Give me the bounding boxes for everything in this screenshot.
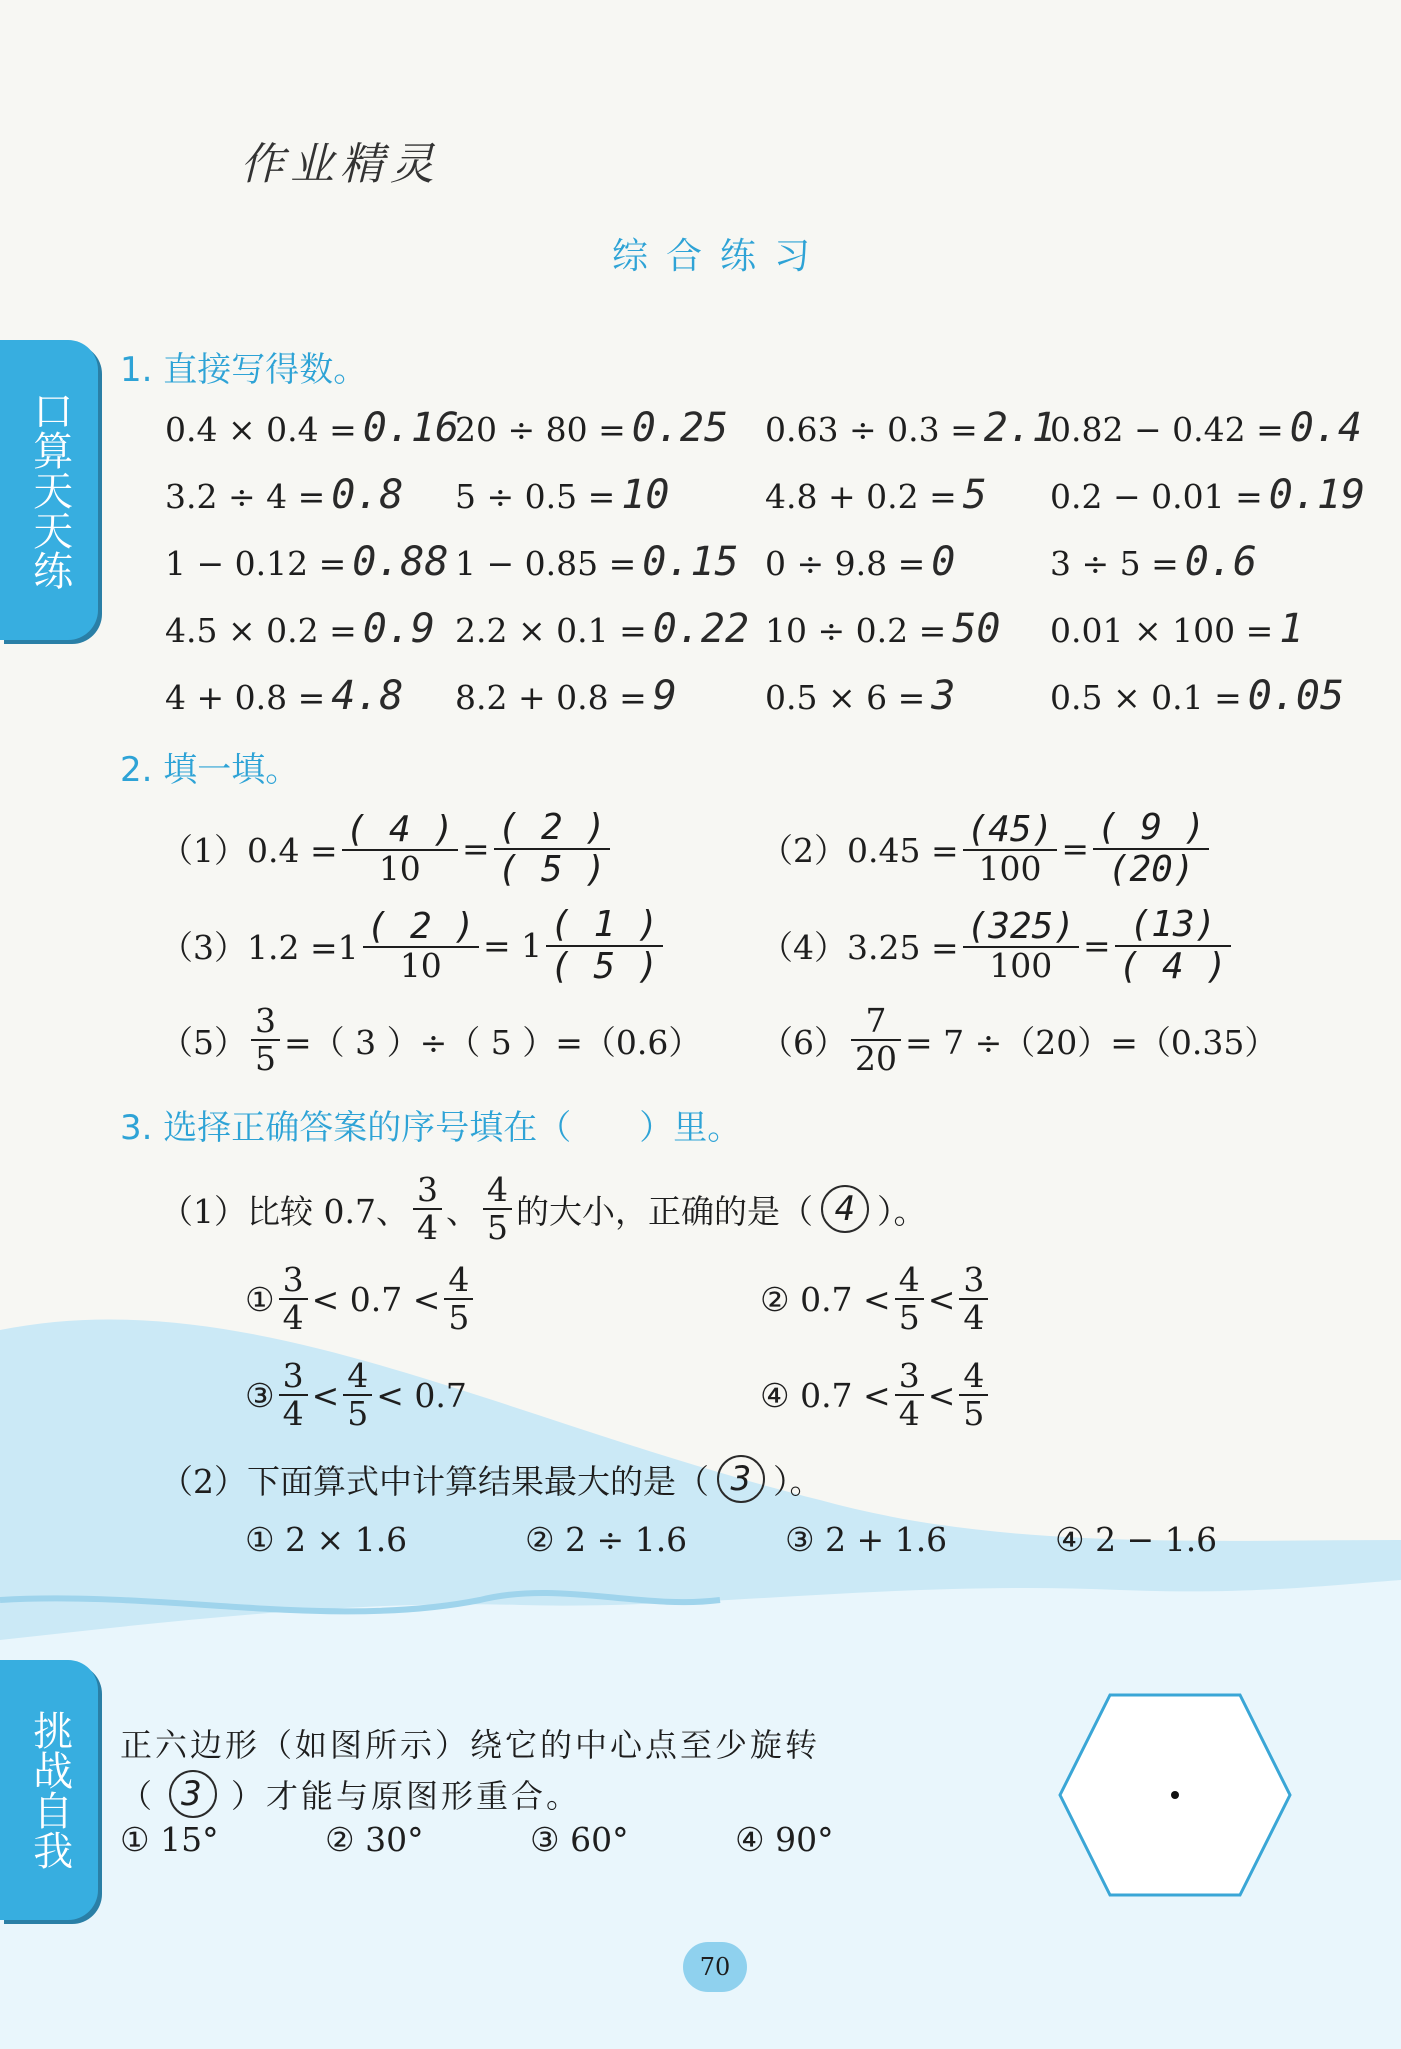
fraction xyxy=(546,905,662,986)
fraction xyxy=(895,1358,924,1433)
equals-sign: = xyxy=(1083,926,1111,966)
fraction-denominator: 10 xyxy=(399,946,442,986)
question-2-stem: （2）下面算式中计算结果最大的是（ xyxy=(160,1461,709,1501)
fill-item-4 xyxy=(760,905,1235,986)
calc-expression: 1 − 0.85 = xyxy=(455,544,637,583)
calc-expression: 20 ÷ 80 = xyxy=(455,410,626,449)
fraction-denominator: 10 xyxy=(378,849,421,889)
fraction xyxy=(1115,905,1231,986)
fraction-denominator: 5 xyxy=(448,1298,470,1338)
fill-item-6 xyxy=(760,1003,1277,1078)
option-marker: ① xyxy=(245,1279,275,1319)
comparison: < 0.7 < xyxy=(311,1279,441,1319)
fraction-denominator: 4 xyxy=(963,1298,985,1338)
fraction xyxy=(343,1358,372,1433)
fraction-numerator: ( 9 ) xyxy=(1096,807,1206,848)
calc-answer: 10 xyxy=(621,472,670,518)
side-tab-daily-label: 口算天天练 xyxy=(26,390,73,590)
option-marker: ④ 0.7 < xyxy=(760,1375,891,1415)
calc-item xyxy=(765,405,1056,451)
calc-item xyxy=(165,606,435,652)
fraction-denominator: 5 xyxy=(347,1394,369,1434)
fraction-numerator: 4 xyxy=(898,1260,920,1299)
calc-item xyxy=(1050,539,1257,585)
fill-item-2 xyxy=(760,808,1213,889)
calc-expression: 4.5 × 0.2 = xyxy=(165,611,357,650)
calc-answer: 9 xyxy=(652,673,677,719)
side-tab-challenge-label: 挑战自我 xyxy=(26,1710,73,1870)
separator: 、 xyxy=(445,1191,479,1231)
calc-item xyxy=(455,673,677,719)
fraction-numerator: (325) xyxy=(966,905,1075,947)
fraction-denominator: 5 xyxy=(898,1298,920,1338)
challenge-option-4: ④ 90° xyxy=(735,1820,834,1859)
comparison: < xyxy=(927,1279,956,1319)
challenge-options xyxy=(120,1820,920,1870)
fraction xyxy=(851,1003,901,1078)
fill-item-6-rest: = 7 ÷（20）=（0.35） xyxy=(905,1022,1278,1062)
calc-answer: 3 xyxy=(931,673,956,719)
option-4: ④ 2 − 1.6 xyxy=(1055,1520,1218,1559)
question-2-options xyxy=(245,1520,1345,1570)
side-tab-daily xyxy=(0,340,98,640)
calc-expression: 3.2 ÷ 4 = xyxy=(165,477,326,516)
option-3: ③ 2 + 1.6 xyxy=(785,1520,948,1559)
fraction-numerator: 3 xyxy=(898,1356,920,1395)
fraction-denominator: 4 xyxy=(282,1394,304,1434)
fraction xyxy=(963,810,1058,888)
fraction-numerator: 3 xyxy=(282,1356,304,1395)
fill-item-1-label: （1）0.4 = xyxy=(160,831,338,871)
option-marker: ③ xyxy=(245,1375,275,1415)
fraction xyxy=(895,1262,924,1337)
fraction-denominator: ( 5 ) xyxy=(550,945,659,987)
calc-answer: 0.88 xyxy=(352,539,449,585)
calc-item xyxy=(165,539,449,585)
calc-item xyxy=(1050,405,1362,451)
fraction xyxy=(251,1003,280,1078)
calc-answer: 0.6 xyxy=(1184,539,1258,585)
comparison: < 0.7 xyxy=(376,1375,467,1415)
calc-answer: 0.16 xyxy=(362,405,460,451)
calc-item xyxy=(165,673,404,719)
calc-expression: 0 ÷ 9.8 = xyxy=(765,544,926,583)
fraction-denominator: ( 5 ) xyxy=(497,848,607,890)
mental-math-grid xyxy=(165,405,1365,745)
circled-answer: 4 xyxy=(821,1185,869,1233)
fraction xyxy=(483,1172,512,1247)
calc-expression: 0.63 ÷ 0.3 = xyxy=(765,410,978,449)
fill-item-5 xyxy=(160,1003,701,1078)
calc-expression: 5 ÷ 0.5 = xyxy=(455,477,616,516)
calc-item xyxy=(455,539,739,585)
calc-item xyxy=(455,472,669,518)
calc-expression: 0.82 − 0.42 = xyxy=(1050,410,1284,449)
challenge-option-2: ② 30° xyxy=(325,1820,424,1859)
option-marker: ② 0.7 < xyxy=(760,1279,891,1319)
choice-question-1 xyxy=(160,1172,926,1247)
fraction-numerator: 3 xyxy=(416,1170,438,1209)
fraction-denominator: 5 xyxy=(486,1208,508,1248)
challenge-option-3: ③ 60° xyxy=(530,1820,629,1859)
fraction-numerator: (45) xyxy=(966,808,1054,850)
fill-item-4-label: （4）3.25 = xyxy=(760,928,959,968)
calc-expression: 0.2 − 0.01 = xyxy=(1050,477,1263,516)
challenge-line-1: 正六边形（如图所示）绕它的中心点至少旋转 xyxy=(120,1726,821,1764)
calc-expression: 0.5 × 6 = xyxy=(765,678,926,717)
fraction-denominator: 5 xyxy=(963,1394,985,1434)
option-1: ① 2 × 1.6 xyxy=(245,1520,408,1559)
fraction-numerator: 3 xyxy=(282,1260,304,1299)
hexagon-figure xyxy=(1055,1690,1295,1900)
fraction-numerator: 4 xyxy=(486,1170,508,1209)
fraction-denominator: 100 xyxy=(989,946,1053,986)
fraction xyxy=(444,1262,473,1337)
fraction-denominator: (20) xyxy=(1107,848,1195,890)
calc-answer: 5 xyxy=(962,472,987,518)
fraction-numerator: 3 xyxy=(963,1260,985,1299)
page-number: 70 xyxy=(683,1942,747,1992)
calc-item xyxy=(765,472,987,518)
comparison: < xyxy=(927,1375,956,1415)
fraction-numerator: ( 1 ) xyxy=(550,904,659,945)
circled-answer: 3 xyxy=(717,1455,765,1503)
fraction xyxy=(959,1358,988,1433)
fraction-numerator: (13) xyxy=(1129,904,1217,945)
equals-sign: = xyxy=(462,829,490,869)
calc-item xyxy=(455,405,728,451)
question-2-end: ）。 xyxy=(773,1461,823,1501)
calc-expression: 2.2 × 0.1 = xyxy=(455,611,647,650)
calc-answer: 1 xyxy=(1279,606,1304,652)
calc-expression: 3 ÷ 5 = xyxy=(1050,544,1179,583)
question-1-stem: （1）比较 0.7、 xyxy=(160,1191,409,1231)
choice-question-2 xyxy=(160,1455,823,1503)
fraction-denominator: 100 xyxy=(978,849,1042,889)
question-1-stem-tail: 的大小，正确的是（ xyxy=(515,1191,813,1231)
option-4 xyxy=(760,1358,992,1433)
calc-answer: 0.22 xyxy=(652,606,750,652)
calc-expression: 0.5 × 0.1 = xyxy=(1050,678,1242,717)
calc-item xyxy=(1050,606,1303,652)
calc-expression: 1 − 0.12 = xyxy=(165,544,347,583)
calc-item xyxy=(165,472,404,518)
fraction xyxy=(413,1172,442,1247)
fraction-denominator: 4 xyxy=(282,1298,304,1338)
fraction xyxy=(494,808,610,889)
calc-item xyxy=(765,539,955,585)
calc-expression: 10 ÷ 0.2 = xyxy=(765,611,947,650)
fraction-denominator: 5 xyxy=(255,1039,276,1079)
calc-answer: 0.15 xyxy=(642,539,739,585)
section-title: 综合练习 xyxy=(612,236,829,277)
fraction xyxy=(959,1262,988,1337)
fraction-numerator: 7 xyxy=(865,1001,887,1040)
fill-item-3 xyxy=(160,905,667,986)
fraction xyxy=(963,907,1079,985)
calc-item xyxy=(1050,673,1344,719)
calc-answer: 0.05 xyxy=(1247,673,1345,719)
calc-answer: 4.8 xyxy=(331,673,404,719)
fraction-denominator: 20 xyxy=(855,1039,897,1079)
fill-item-5-label: （5） xyxy=(160,1022,247,1062)
fraction xyxy=(279,1358,308,1433)
question-1-end: ）。 xyxy=(876,1191,927,1231)
challenge-line-2-text: ）才能与原图形重合。 xyxy=(231,1777,582,1815)
fraction-denominator: ( 4 ) xyxy=(1118,945,1228,987)
fill-item-2-label: （2）0.45 = xyxy=(760,831,959,871)
fraction-numerator: ( 2 ) xyxy=(366,905,475,947)
calc-answer: 0 xyxy=(931,539,956,585)
challenge-open-paren: （ xyxy=(120,1777,156,1815)
fill-item-5-rest: =（ 3 ）÷（ 5 ）=（0.6） xyxy=(284,1022,702,1062)
circled-answer: 3 xyxy=(169,1770,217,1818)
calc-answer: 0.9 xyxy=(362,606,435,652)
fill-item-1 xyxy=(160,808,614,889)
q2-heading: 2. 填一填。 xyxy=(120,750,300,790)
calc-item xyxy=(765,673,955,719)
fraction xyxy=(279,1262,308,1337)
fraction-numerator: 3 xyxy=(255,1001,276,1040)
option-1 xyxy=(245,1262,477,1337)
fraction-numerator: 4 xyxy=(448,1260,470,1299)
fraction-numerator: 4 xyxy=(347,1356,369,1395)
calc-answer: 0.25 xyxy=(631,405,729,451)
calc-item xyxy=(765,606,1000,652)
calc-expression: 4.8 + 0.2 = xyxy=(765,477,957,516)
fraction-denominator: 4 xyxy=(416,1208,438,1248)
fraction-denominator: 4 xyxy=(898,1394,920,1434)
fraction xyxy=(342,810,458,888)
calc-answer: 0.19 xyxy=(1268,472,1366,518)
fill-item-3-label: （3）1.2 =1 xyxy=(160,928,359,968)
calc-expression: 0.01 × 100 = xyxy=(1050,611,1274,650)
q1-heading: 1. 直接写得数。 xyxy=(120,350,368,390)
q3-heading: 3. 选择正确答案的序号填在（ ）里。 xyxy=(120,1108,742,1148)
calc-expression: 0.4 × 0.4 = xyxy=(165,410,357,449)
option-2: ② 2 ÷ 1.6 xyxy=(525,1520,688,1559)
option-3 xyxy=(245,1358,467,1433)
option-2 xyxy=(760,1262,992,1337)
comparison: < xyxy=(311,1375,340,1415)
calc-item xyxy=(455,606,749,652)
calc-answer: 0.8 xyxy=(331,472,404,518)
fraction xyxy=(1093,808,1209,889)
calc-answer: 50 xyxy=(952,606,1001,652)
calc-answer: 2.1 xyxy=(983,405,1056,451)
equals-sign: = 1 xyxy=(483,926,543,966)
challenge-line-2 xyxy=(120,1770,581,1818)
calc-item xyxy=(165,405,459,451)
calc-item xyxy=(1050,472,1365,518)
side-tab-challenge xyxy=(0,1660,98,1920)
fraction-numerator: 4 xyxy=(963,1356,985,1395)
equals-sign: = xyxy=(1061,829,1089,869)
calc-expression: 8.2 + 0.8 = xyxy=(455,678,647,717)
calc-expression: 4 + 0.8 = xyxy=(165,678,326,717)
fraction-numerator: ( 4 ) xyxy=(345,808,454,850)
fraction xyxy=(363,907,479,985)
calc-answer: 0.4 xyxy=(1289,405,1362,451)
challenge-option-1: ① 15° xyxy=(120,1820,219,1859)
fill-item-6-label: （6） xyxy=(760,1022,847,1062)
fraction-numerator: ( 2 ) xyxy=(497,807,607,848)
handwritten-title: 作业精灵 xyxy=(240,139,440,190)
